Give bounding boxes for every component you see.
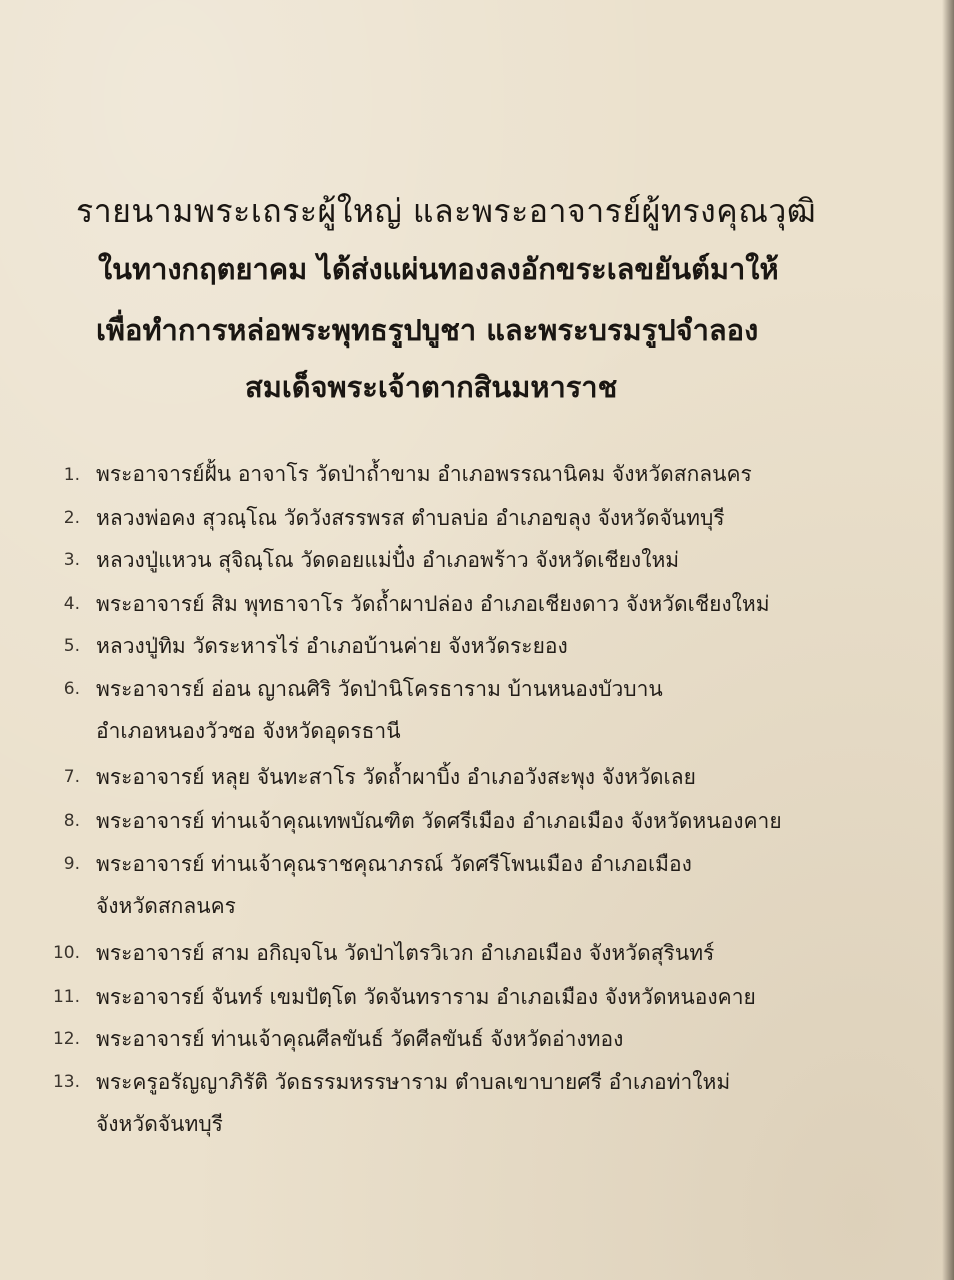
list-item-number: 2. — [63, 508, 80, 528]
list-item-text: พระอาจารย์ ท่านเจ้าคุณศีลขันธ์ วัดศีลขันธ์ จังหวัดอ่างทอง — [96, 1027, 624, 1051]
list-item-text: พระอาจารย์ หลุย จันทะสาโร วัดถ้ำผาบิ้ง อำเภอวังสะพุง จังหวัดเลย — [96, 765, 696, 789]
list-item-text: พระอาจารย์ สาม อกิญฺจโน วัดป่าไตรวิเวก อำเภอเมือง จังหวัดสุรินทร์ — [96, 941, 715, 965]
list-item-text: พระอาจารย์ฝั้น อาจาโร วัดป่าถ้ำขาม อำเภอพรรณานิคม จังหวัดสกลนคร — [96, 462, 752, 486]
list-item-text: พระอาจารย์ ท่านเจ้าคุณเทพบัณฑิต วัดศรีเมือง อำเภอเมือง จังหวัดหนองคาย — [96, 809, 782, 833]
list-item-number: 11. — [52, 987, 80, 1007]
list-item-number: 12. — [52, 1029, 80, 1049]
title-line-2: ในทางกฤตยาคม ได้ส่งแผ่นทองลงอักขระเลขยันต์มาให้ — [98, 252, 779, 286]
list-item-text: พระอาจารย์ อ่อน ญาณศิริ วัดป่านิโครธาราม บ้านหนองบัวบาน — [96, 677, 663, 701]
list-item-text: พระครูอรัญญาภิรัติ วัดธรรมหรรษาราม ตำบลเขาบายศรี อำเภอท่าใหม่ — [96, 1070, 731, 1094]
list-item-continuation: อำเภอหนองวัวซอ จังหวัดอุดรธานี — [96, 719, 401, 743]
list-item-continuation: จังหวัดสกลนคร — [96, 894, 236, 918]
list-item-number: 8. — [63, 811, 80, 831]
page-edge-shadow — [942, 0, 954, 1280]
list-item-number: 1. — [63, 465, 80, 485]
list-item-text: หลวงปู่ทิม วัดระหารไร่ อำเภอบ้านค่าย จังหวัดระยอง — [96, 634, 568, 658]
title-line-4: สมเด็จพระเจ้าตากสินมหาราช — [245, 370, 618, 404]
list-item-number: 10. — [52, 943, 80, 963]
list-item-number: 6. — [63, 679, 80, 699]
list-item-number: 13. — [52, 1072, 80, 1092]
title-line-1: รายนามพระเถระผู้ใหญ่ และพระอาจารย์ผู้ทรงคุณวุฒิ — [76, 192, 817, 230]
list-item-text: หลวงปู่แหวน สุจิณฺโณ วัดดอยแม่ปั๋ง อำเภอพร้าว จังหวัดเชียงใหม่ — [96, 548, 680, 572]
list-item-text: พระอาจารย์ ท่านเจ้าคุณราชคุณาภรณ์ วัดศรีโพนเมือง อำเภอเมือง — [96, 852, 692, 876]
list-item-continuation: จังหวัดจันทบุรี — [96, 1112, 223, 1136]
list-item-text: พระอาจารย์ จันทร์ เขมปัตฺโต วัดจันทราราม อำเภอเมือง จังหวัดหนองคาย — [96, 985, 756, 1009]
list-item-text: พระอาจารย์ สิม พุทธาจาโร วัดถ้ำผาปล่อง อำเภอเชียงดาว จังหวัดเชียงใหม่ — [96, 592, 770, 616]
list-item-number: 7. — [63, 767, 80, 787]
list-item-number: 5. — [63, 636, 80, 656]
list-item-text: หลวงพ่อคง สุวณฺโณ วัดวังสรรพรส ตำบลบ่อ อำเภอขลุง จังหวัดจันทบุรี — [96, 506, 725, 530]
list-item-number: 4. — [63, 594, 80, 614]
list-item-number: 3. — [63, 550, 80, 570]
list-item-number: 9. — [63, 854, 80, 874]
title-line-3: เพื่อทำการหล่อพระพุทธรูปบูชา และพระบรมรูปจำลอง — [96, 313, 759, 347]
